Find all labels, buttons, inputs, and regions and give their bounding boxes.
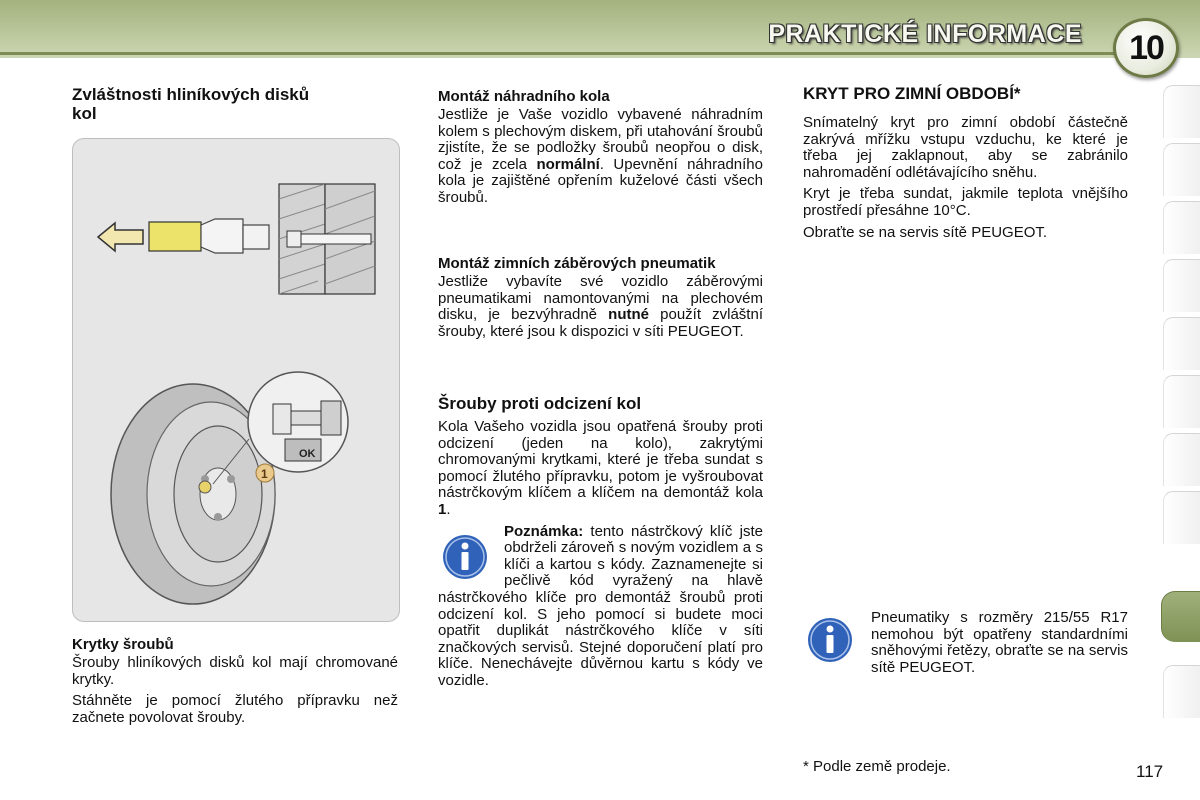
side-tabs [1160, 85, 1200, 725]
winter-tyres-paragraph [438, 274, 763, 340]
side-tab[interactable] [1163, 491, 1200, 544]
side-tab-active-chapter-10[interactable] [1161, 591, 1200, 642]
side-tab[interactable] [1163, 375, 1200, 428]
side-tab[interactable] [1163, 317, 1200, 370]
figure-label-ok: OK [299, 448, 316, 460]
spare-text-a: Jestliže je Vaše vozidlo vybavené náhradním kolem s plechovým diskem, při utahování šroubů zjistíte, že se podložky šroubů neopřou o disk, což je zcela [438, 106, 763, 173]
winter-cover-paragraph-2: Kryt je třeba sundat, jakmile teplota vnějšího prostředí přesáhne 10°C. [803, 185, 1128, 219]
footnote: * Podle země prodeje. [803, 758, 951, 775]
caps-section [72, 636, 398, 731]
antitheft-text-b: . [446, 500, 451, 518]
info-icon [442, 534, 488, 580]
note-text: tento nástrčkový klíč jste obdrželi zároveň s novým vozidlem a s klíči a kartou s kódy. Zaznamenejte si pečlivě kód vyražený na hlavě nástrčkového klíče pro demontáž šroubů proti odcizení kol. S jeho pomocí si budete moci opatřit duplikát nástrčkového klíče v síti značkových servisů. Stejné doporučení platí pro klíče. Nenechávejte důvěrnou kartu s kódy ve vozidle. [438, 522, 763, 689]
winter-text-b: použít zvláštní šrouby, které jsou k dispozici v síti PEUGEOT. [438, 306, 763, 340]
chapter-badge [1113, 18, 1179, 78]
spare-wheel-paragraph [438, 107, 763, 207]
section-heading-alloy-wheels: Zvláštnosti hliníkových disků kol [72, 85, 310, 123]
header-rule [0, 52, 1125, 55]
spare-text-b: . Upevnění náhradního kola je zajištěné opřením kuželové části všech šroubů. [438, 155, 763, 206]
winter-cover-paragraph-3: Obraťte se na servis sítě PEUGEOT. [803, 223, 1048, 241]
spare-text-bold: normální [536, 155, 600, 173]
winter-tyres-heading: Montáž zimních záběrových pneumatik [438, 255, 716, 272]
winter-tyres-section [438, 255, 763, 345]
winter-cover-paragraph-1: Snímatelný kryt pro zimní období částečně zakrývá mřížku vstupu vzduchu, ke které je třeba jej zaklapnout, aby se zabránilo nahromadění odlétávajícího sněhu. [803, 114, 1128, 181]
caps-paragraph-1: Šrouby hliníkových disků kol mají chromované krytky. [72, 654, 398, 688]
snow-chain-info [871, 610, 1128, 681]
page-number: 117 [1136, 762, 1164, 781]
right-column [803, 84, 1128, 246]
side-tab[interactable] [1163, 665, 1200, 718]
chapter-number: 10 [1129, 28, 1163, 67]
wheel-bolt-illustration [72, 138, 400, 622]
side-tab[interactable] [1163, 259, 1200, 312]
side-tab[interactable] [1163, 143, 1200, 196]
left-column [72, 85, 398, 123]
side-tab[interactable] [1163, 433, 1200, 486]
side-tab[interactable] [1163, 201, 1200, 254]
snow-chain-info-text: Pneumatiky s rozměry 215/55 R17 nemohou být opatřeny standardními sněhovými řetězy, obraťte se na servis sítě PEUGEOT. [871, 609, 1128, 676]
antitheft-heading: Šrouby proti odcizení kol [438, 394, 642, 413]
winter-text-a: Jestliže vybavíte své vozidlo záběrovými pneumatikami namontovanými na plechovém disku, je bezvýhradně [438, 273, 763, 324]
antitheft-section [438, 394, 763, 690]
antitheft-text-a: Kola Vašeho vozidla jsou opatřená šrouby proti odcizení (jeden na kolo), zakrytými chromovanými krytkami, které je třeba sundat s pomocí žlutého přípravku, potom je vyšroubovat nástrčkovým klíčem a klíčem na demontáž kola [438, 418, 763, 502]
antitheft-text-bold: 1 [438, 500, 447, 518]
spare-wheel-heading: Montáž náhradního kola [438, 88, 610, 105]
antitheft-paragraph [438, 419, 763, 519]
winter-text-bold: nutné [608, 306, 649, 324]
info-icon [807, 617, 853, 663]
winter-cover-heading: KRYT PRO ZIMNÍ OBDOBÍ* [803, 84, 1021, 103]
figure-label-1: 1 [261, 467, 268, 481]
caps-paragraph-2: Stáhněte je pomocí žlutého přípravku než začnete povolovat šrouby. [72, 692, 398, 726]
middle-column [438, 88, 763, 212]
caps-heading: Krytky šroubů [72, 636, 174, 653]
side-tab[interactable] [1163, 85, 1200, 138]
note-label: Poznámka: [504, 522, 584, 540]
illustration-svg [73, 139, 399, 621]
page-title: PRAKTICKÉ INFORMACE [768, 20, 1082, 48]
note-block [438, 524, 763, 690]
